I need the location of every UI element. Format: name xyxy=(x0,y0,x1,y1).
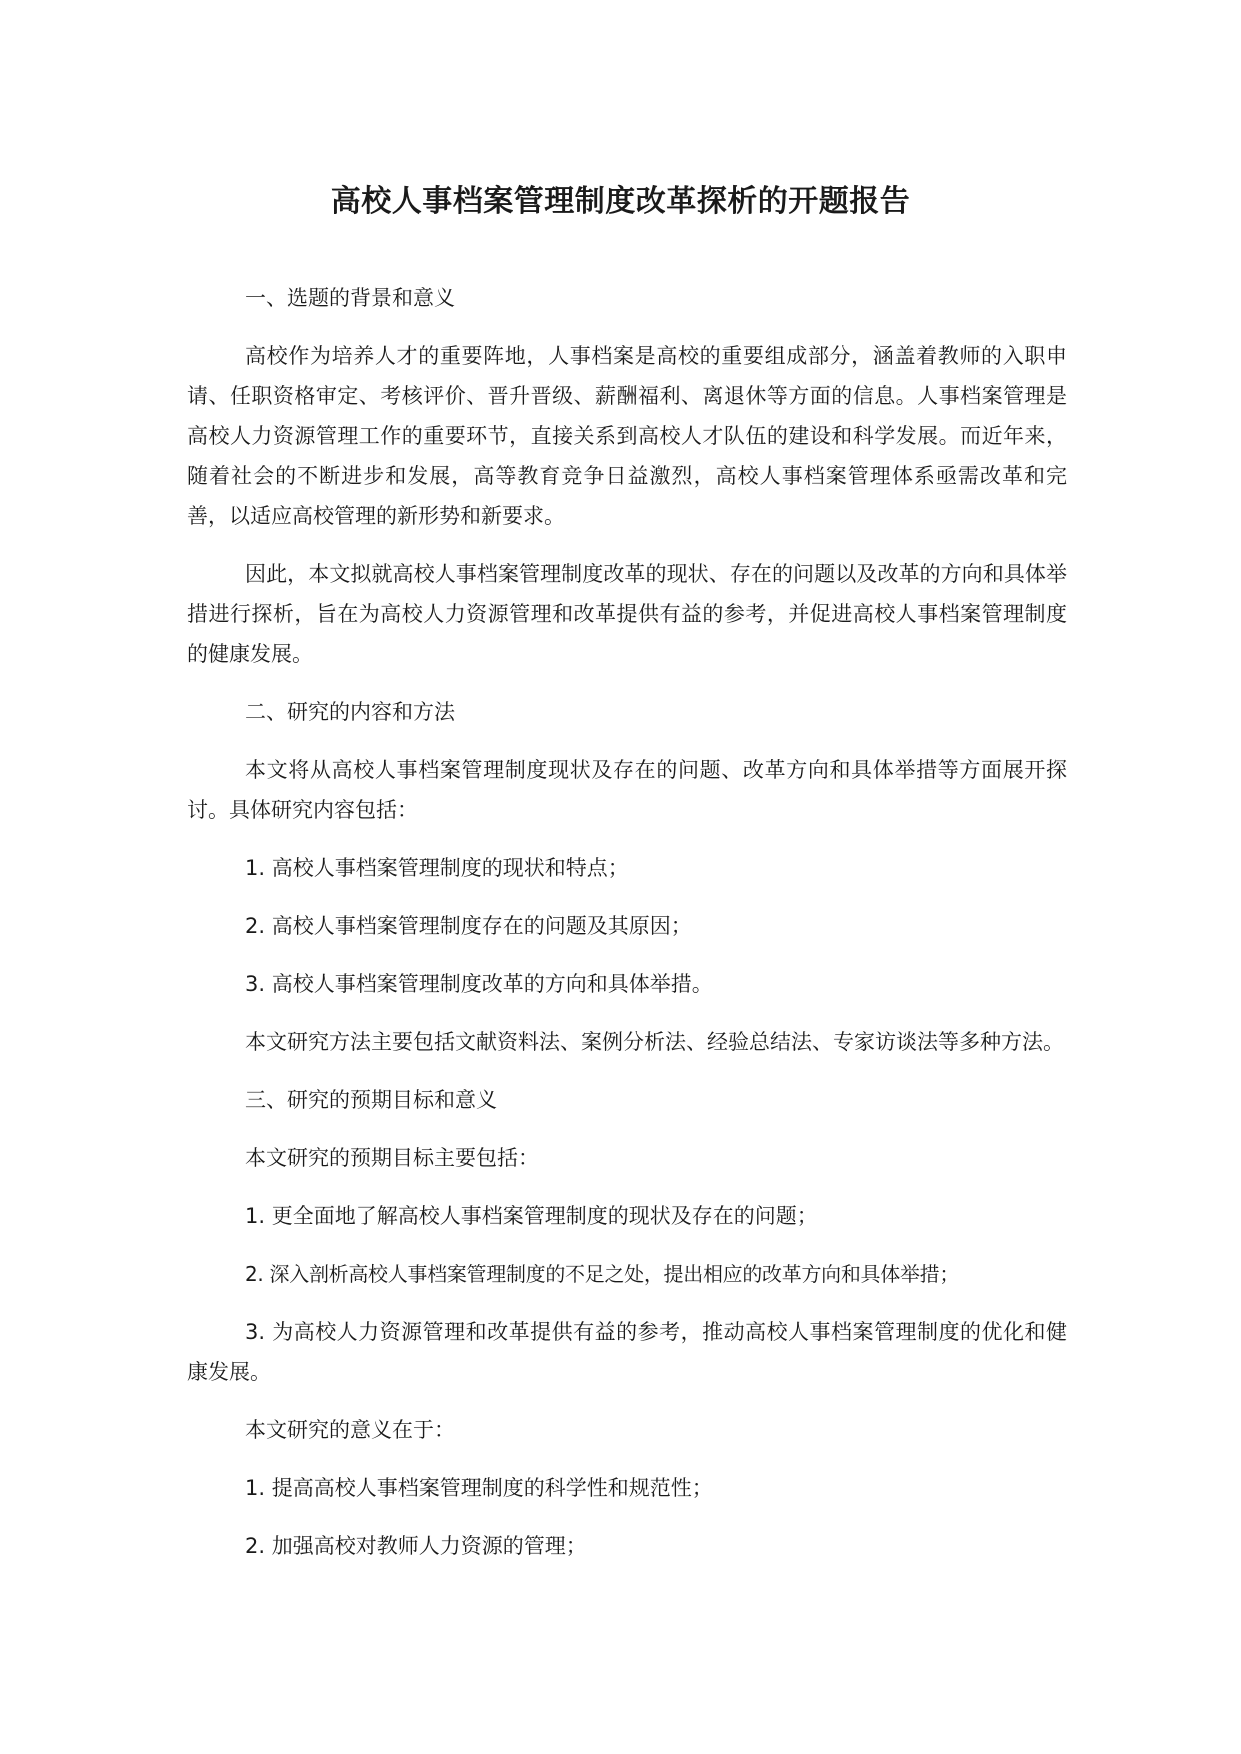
document-title: 高校人事档案管理制度改革探析的开题报告 xyxy=(330,184,911,219)
paragraph-background: 高校作为培养人才的重要阵地，人事档案是高校的重要组成部分，涵盖着教师的入职申请、任职资格审定、考核评价、晋升晋级、薪酬福利、离退休等方面的信息。人事档案管理是高校人力资源管理工作的重要环节，直接关系到高校人才队伍的建设和科学发展。而近年来，随着社会的不断进步和发展，高等教育竞争日益激烈，高校人事档案管理体系亟需改革和完善，以适应高校管理的新形势和新要求。 xyxy=(187,344,1067,528)
content-item: 3. 高校人事档案管理制度改革的方向和具体举措。 xyxy=(245,972,713,996)
significance-item: 2. 加强高校对教师人力资源的管理； xyxy=(245,1534,587,1558)
paragraph-purpose: 因此，本文拟就高校人事档案管理制度改革的现状、存在的问题以及改革的方向和具体举措进行探析，旨在为高校人力资源管理和改革提供有益的参考，并促进高校人事档案管理制度的健康发展。 xyxy=(187,562,1067,666)
goal-item: 2. 深入剖析高校人事档案管理制度的不足之处，提出相应的改革方向和具体举措； xyxy=(245,1262,960,1286)
section-heading-goals: 三、研究的预期目标和意义 xyxy=(245,1088,497,1112)
goals-intro: 本文研究的预期目标主要包括： xyxy=(245,1146,539,1170)
paragraph-methods: 本文研究方法主要包括文献资料法、案例分析法、经验总结法、专家访谈法等多种方法。 xyxy=(245,1030,1064,1054)
significance-item: 1. 提高高校人事档案管理制度的科学性和规范性； xyxy=(245,1476,713,1500)
content-item: 2. 高校人事档案管理制度存在的问题及其原因； xyxy=(245,914,692,938)
goal-item: 3. 为高校人力资源管理和改革提供有益的参考，推动高校人事档案管理制度的优化和健康发展。 xyxy=(187,1320,1067,1384)
section-heading-background: 一、选题的背景和意义 xyxy=(245,286,455,310)
section-heading-content-method: 二、研究的内容和方法 xyxy=(245,700,455,724)
document-body xyxy=(187,278,1067,1584)
paragraph-content-intro: 本文将从高校人事档案管理制度现状及存在的问题、改革方向和具体举措等方面展开探讨。具体研究内容包括： xyxy=(187,758,1067,822)
significance-intro: 本文研究的意义在于： xyxy=(245,1418,455,1442)
content-item: 1. 高校人事档案管理制度的现状和特点； xyxy=(245,856,629,880)
goal-item: 1. 更全面地了解高校人事档案管理制度的现状及存在的问题； xyxy=(245,1204,818,1228)
